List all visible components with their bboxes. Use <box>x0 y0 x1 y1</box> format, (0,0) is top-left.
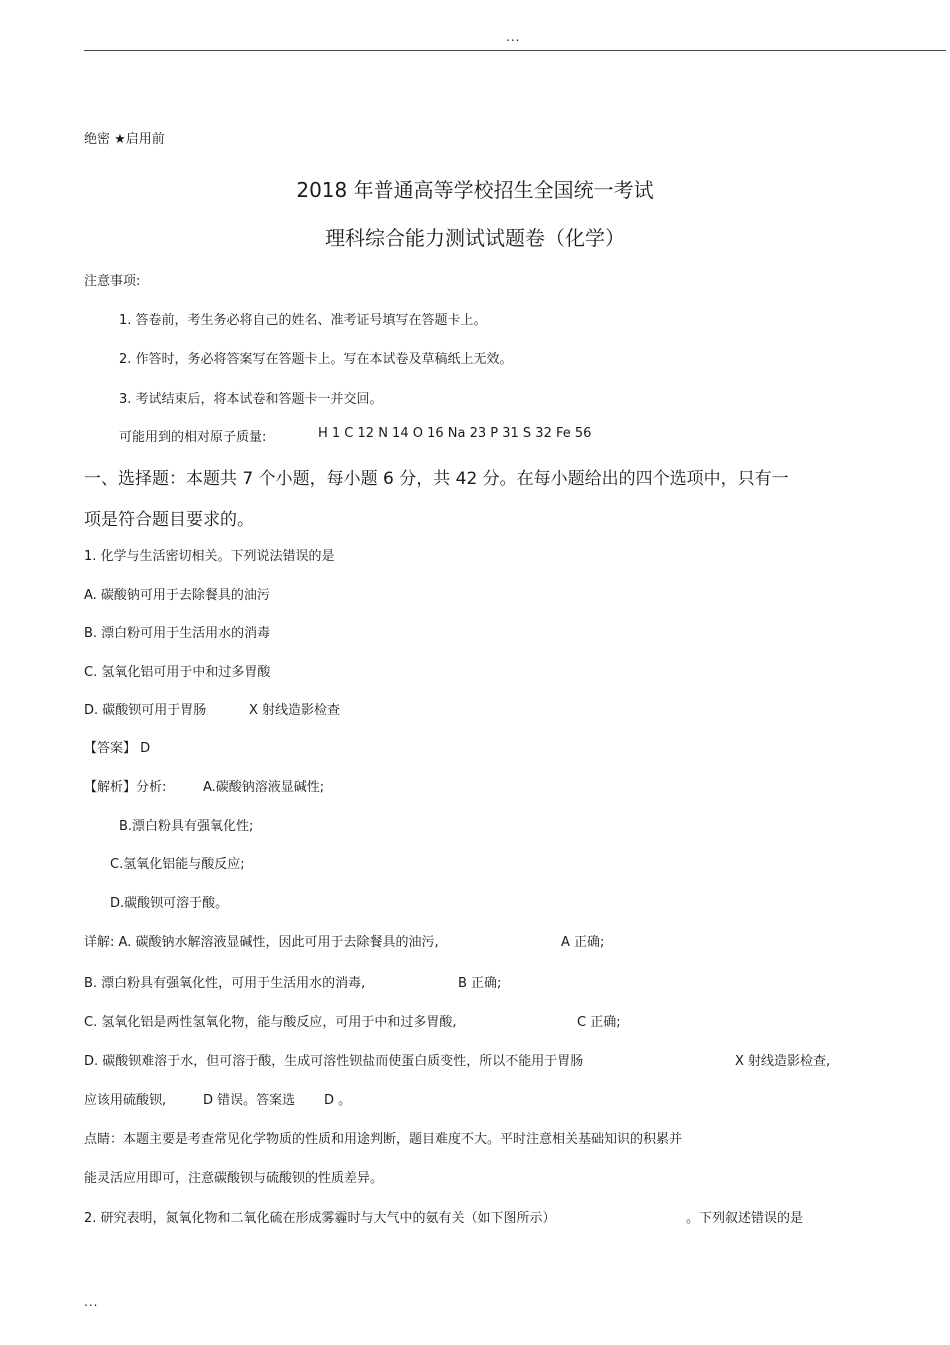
question-1-option-d-cont: X 射线造影检查 <box>249 703 341 718</box>
notice-item-1: 1. 答卷前，考生务必将自己的姓名、准考证号填写在答题卡上。 <box>119 313 487 328</box>
question-1-option-d: D. 碳酸钡可用于胃肠 <box>84 703 207 718</box>
detail-d-line-2c: D 。 <box>324 1093 352 1108</box>
detail-d-line-2a: 应该用硫酸钡, <box>84 1093 167 1108</box>
analysis-b: B.漂白粉具有强氧化性; <box>119 819 254 834</box>
detail-a: 详解: A. 碳酸钠水解溶液显碱性，因此可用于去除餐具的油污, <box>84 935 439 950</box>
secret-label: 绝密 ★启用前 <box>84 132 165 147</box>
title-line-1: 2018 年普通高等学校招生全国统一考试 <box>296 178 654 202</box>
question-1-option-b: B. 漂白粉可用于生活用水的消毒 <box>84 626 271 641</box>
atomic-label: 可能用到的相对原子质量: <box>119 430 267 445</box>
detail-a-verdict: A 正确; <box>561 935 605 950</box>
detail-d-line-2b: D 错误。答案选 <box>203 1093 296 1108</box>
question-2-stem-cont: 。下列叙述错误的是 <box>686 1211 804 1226</box>
detail-c: C. 氢氧化铝是两性氢氧化物，能与酸反应，可用于中和过多胃酸, <box>84 1015 457 1030</box>
analysis-c: C.氢氧化铝能与酸反应; <box>110 857 245 872</box>
tip-line-1: 点睛：本题主要是考查常见化学物质的性质和用途判断，题目难度不大。平时注意相关基础知识的积累并 <box>84 1132 683 1147</box>
analysis-a: A.碳酸钠溶液显碱性; <box>203 780 325 795</box>
analysis-label: 【解析】分析: <box>84 780 167 795</box>
detail-b-verdict: B 正确; <box>458 976 502 991</box>
question-2-stem: 2. 研究表明，氮氧化物和二氧化硫在形成雾霾时与大气中的氨有关（如下图所示） <box>84 1211 556 1226</box>
header-rule <box>84 50 946 51</box>
notice-item-2: 2. 作答时，务必将答案写在答题卡上。写在本试卷及草稿纸上无效。 <box>119 352 513 367</box>
detail-d-cont: X 射线造影检查, <box>735 1054 831 1069</box>
question-1-option-c: C. 氢氧化铝可用于中和过多胃酸 <box>84 665 271 680</box>
analysis-d: D.碳酸钡可溶于酸。 <box>110 896 229 911</box>
section-heading-line-1: 一、选择题：本题共 7 个小题，每小题 6 分，共 42 分。在每小题给出的四个选项中，只有一 <box>84 469 789 489</box>
notice-label: 注意事项: <box>84 274 141 289</box>
detail-d: D. 碳酸钡难溶于水，但可溶于酸，生成可溶性钡盐而使蛋白质变性，所以不能用于胃肠 <box>84 1054 584 1069</box>
header-dots: ... <box>506 30 521 44</box>
atomic-masses: H 1 C 12 N 14 O 16 Na 23 P 31 S 32 Fe 56 <box>318 426 592 441</box>
notice-item-3: 3. 考试结束后，将本试卷和答题卡一并交回。 <box>119 392 383 407</box>
footer-dots: ... <box>84 1295 99 1309</box>
detail-c-verdict: C 正确; <box>577 1015 621 1030</box>
tip-line-2: 能灵活应用即可，注意碳酸钡与硫酸钡的性质差异。 <box>84 1171 384 1186</box>
title-line-2: 理科综合能力测试试题卷（化学） <box>325 226 625 250</box>
question-1-stem: 1. 化学与生活密切相关。下列说法错误的是 <box>84 549 335 564</box>
section-heading-line-2: 项是符合题目要求的。 <box>84 510 254 530</box>
detail-b: B. 漂白粉具有强氧化性，可用于生活用水的消毒, <box>84 976 366 991</box>
question-1-answer: 【答案】 D <box>84 741 151 756</box>
question-1-option-a: A. 碳酸钠可用于去除餐具的油污 <box>84 588 270 603</box>
